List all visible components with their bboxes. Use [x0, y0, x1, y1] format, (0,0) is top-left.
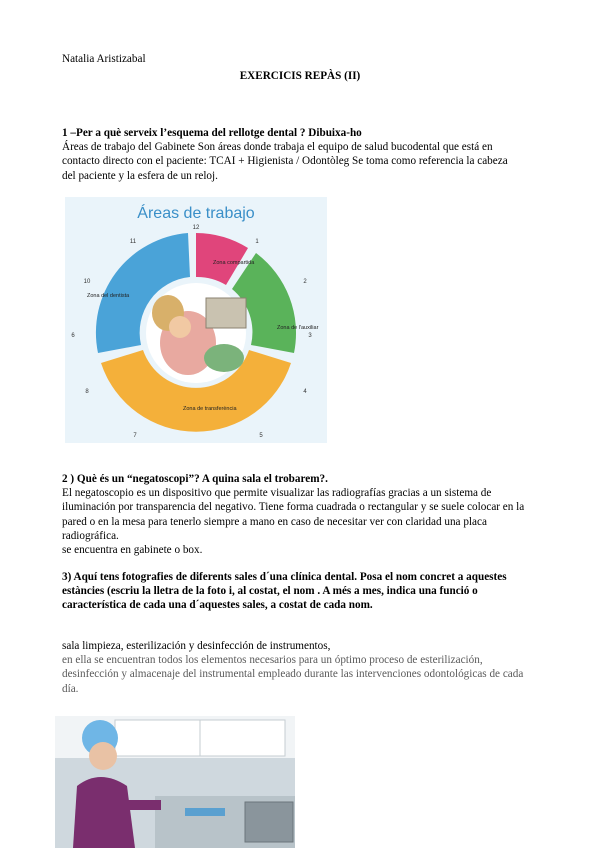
photo-svg [55, 716, 295, 848]
question-2-block [62, 472, 532, 557]
zone-transfer-label: Zona de transferència [183, 406, 237, 412]
question-1-text: 1 –Per a què serveix l’esquema del rellotge dental ? Dibuixa-ho [62, 127, 362, 139]
work-areas-diagram [65, 197, 327, 443]
hour-7: 7 [133, 433, 137, 439]
answer-1-text: Áreas de trabajo del Gabinete Son áreas donde trabaja el equipo de salud bucodental que está en contacto directo con el paciente: TCAI + Higienista / Odontòleg Se toma como referencia la cabeza del paciente y la esfera de un reloj. [62, 141, 508, 182]
hour-11: 11 [129, 239, 137, 245]
sterilization-room-photo [55, 716, 295, 848]
tray-figure [206, 298, 246, 328]
zone-assistant-label: Zona de l'auxiliar [277, 325, 319, 331]
sala-block [62, 639, 532, 696]
hour-2: 2 [303, 279, 307, 285]
question-2-text: 2 ) Què és un “negatoscopi”? A quina sala el trobarem?. [62, 473, 328, 485]
document-title: EXERCICIS REPÀS (II) [239, 70, 361, 82]
assistant-figure [204, 344, 244, 372]
clock-diagram-svg [65, 197, 327, 443]
hour-6-side: 6 [71, 333, 75, 339]
question-3-text: 3) Aquí tens fotografies de diferents sales d´una clínica dental. Posa el nom concret a aquestes estàncies (escriu la lletra de la foto i, al costat, el nom . A més a mes, indica una funció o característica de cada una d´aquestes sales, a costat de cada nom. [62, 571, 507, 612]
hour-5: 5 [259, 433, 263, 439]
sala-name: sala limpieza, esterilización y desinfección de instrumentos, [62, 640, 331, 652]
zone-shared-label: Zona compartida [213, 260, 255, 266]
zone-dentist-label: Zona del dentista [87, 293, 130, 299]
patient-head [169, 316, 191, 338]
hour-10: 10 [83, 279, 91, 285]
hour-12: 12 [192, 225, 200, 231]
sala-description: en ella se encuentran todos los elementos necesarios para un óptimo proceso de esterilización, desinfección y almacenaje del instrumental empleado durante las intervenciones odontológicas de cada día. [62, 654, 524, 695]
hour-3-side: 3 [308, 333, 312, 339]
answer-2-location: se encuentra en gabinete o box. [62, 544, 203, 557]
hour-4: 4 [303, 389, 307, 395]
author-name: Natalia Aristizabal [62, 53, 146, 65]
answer-2-text: El negatoscopio es un dispositivo que permite visualizar las radiografías gracias a un sistema de iluminación por transparencia del negativo. Tiene forma cuadrada o rectangular y se suele colocar en la pared o en la mesa para tenerlo siempre a mano en caso de necesitar ver con claridad una placa radiográfica. [62, 487, 525, 542]
question-1-block [62, 126, 522, 183]
diagram-title: Áreas de trabajo [137, 205, 255, 222]
hour-8: 8 [85, 389, 89, 395]
hour-1: 1 [255, 239, 259, 245]
